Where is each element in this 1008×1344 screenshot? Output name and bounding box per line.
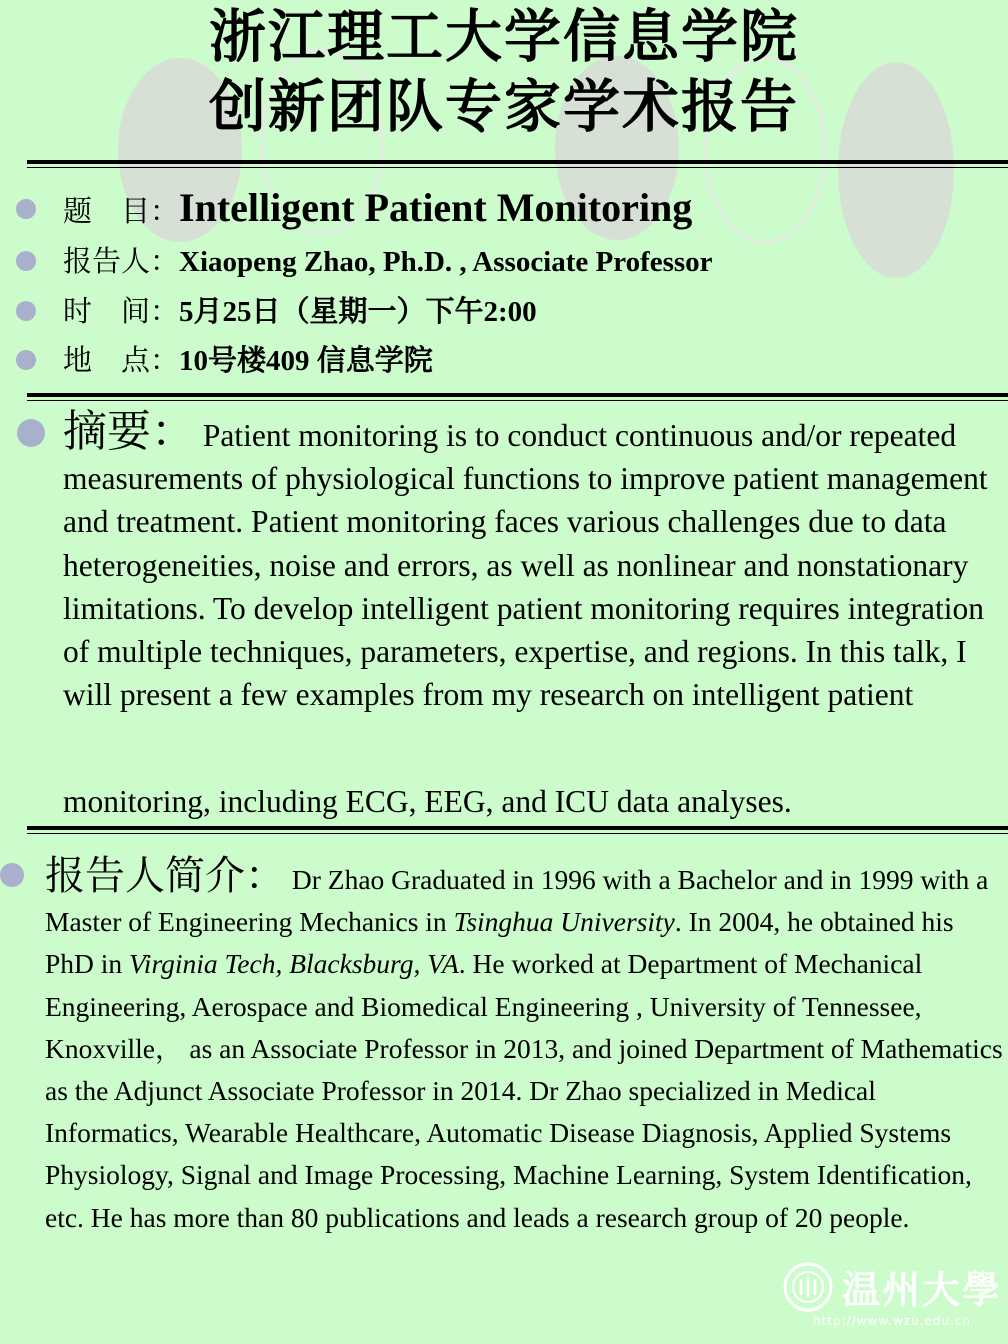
bio-text-3: . He worked at Department of Mechanical Engineering, Aerospace and Biomedical Engineering , University of Tennessee, Knoxville， as an Associate Professor in 2013, and joined Department of Mathematics as the Adjunct Associate Professor in 2014. Dr Zhao specialized in Medical Informatics, Wearable Healthcare, Automatic Disease Diagnosis, Applied Systems Physiology, Signal and Image Processing, Machine Learning, System Identification, etc. He has more than 80 publications and leads a research group of 20 people. — [45, 948, 1003, 1233]
info-time — [63, 293, 537, 330]
bio-section — [45, 855, 1008, 1239]
bullet-speaker — [16, 251, 36, 271]
watermark-name: 温州大學 — [841, 1268, 1002, 1312]
info-speaker — [63, 243, 713, 280]
bullet-time — [16, 301, 36, 321]
time-label: 时 间： — [63, 294, 180, 328]
divider-top — [27, 160, 1008, 168]
abstract-body: Patient monitoring is to conduct continuous and/or repeated measurements of physiological functions to improve patient management and treatment. Patient monitoring faces various challenges due to data heterogeneities, noise and errors, as well as nonlinear and nonstationary limitations. To develop intelligent patient monitoring requires integration of multiple techniques, parameters, expertise, and regions. In this talk, I will present a few examples from my research on intelligent patient — [63, 418, 988, 713]
bullet-topic — [16, 199, 36, 219]
speaker-label: 报告人： — [63, 244, 180, 278]
divider-info — [27, 393, 1008, 401]
bullet-place — [16, 350, 36, 370]
university-watermark — [782, 1259, 1002, 1328]
topic-label: 题 目： — [63, 194, 180, 228]
watermark-url: http://www.wzu.edu.cn — [812, 1314, 972, 1328]
university-logo-icon — [782, 1261, 834, 1313]
place-label: 地 点： — [63, 343, 180, 377]
title-line-2: 创新团队专家学术报告 — [209, 74, 799, 140]
abstract-last-line: monitoring, including ECG, EEG, and ICU data analyses. — [63, 784, 792, 819]
bullet-abstract — [17, 419, 45, 447]
title-line-1: 浙江理工大学信息学院 — [209, 4, 799, 70]
divider-bio — [27, 826, 1008, 834]
abstract-section — [63, 406, 1008, 716]
topic-value: Intelligent Patient Monitoring — [179, 185, 693, 230]
bullet-bio — [0, 863, 24, 887]
place-value: 10号楼409 信息学院 — [179, 345, 433, 377]
info-place — [63, 342, 433, 379]
speaker-value: Xiaopeng Zhao, Ph.D. , Associate Professor — [179, 246, 713, 278]
abstract-heading: 摘要： — [63, 406, 195, 457]
time-value: 5月25日（星期一）下午2:00 — [179, 296, 537, 328]
bio-text-2: . In 2004, he obtained his PhD in — [45, 906, 954, 980]
bio-tsinghua: Tsinghua University — [453, 906, 675, 938]
bio-virginia-tech: Virginia Tech, Blacksburg, VA — [129, 948, 459, 980]
info-topic — [63, 185, 693, 230]
page-title — [0, 2, 1008, 142]
bio-heading: 报告人简介： — [45, 853, 285, 899]
bio-text-1: Dr Zhao Graduated in 1996 with a Bachelor and in 1999 with a Master of Engineering Mechanics in — [45, 864, 989, 938]
